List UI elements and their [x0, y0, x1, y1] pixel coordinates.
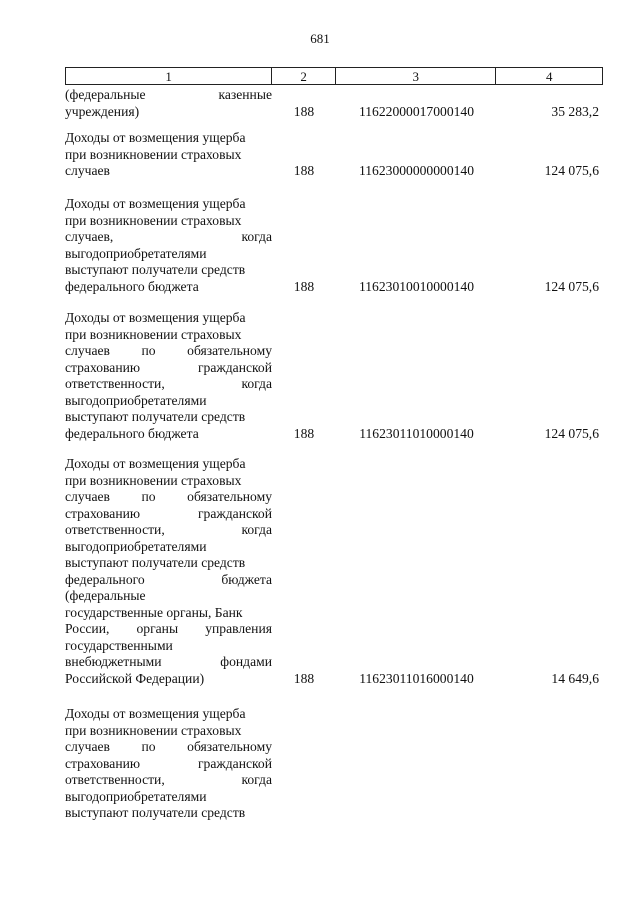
description-line — [65, 789, 272, 806]
description-word: учреждения) — [65, 103, 140, 119]
description-line — [65, 87, 272, 104]
description-line — [65, 310, 272, 327]
description-line — [65, 739, 272, 756]
description-word: выгодоприобретателями — [65, 788, 207, 804]
description-line — [65, 489, 272, 506]
row-description — [65, 130, 272, 180]
description-word: выгодоприобретателями — [65, 245, 207, 261]
description-word: при возникновении страховых — [65, 472, 242, 488]
description-line — [65, 196, 272, 213]
description-line — [65, 147, 272, 164]
column-header-2: 2 — [272, 68, 336, 84]
row-budget-code: 11623000000000140 — [358, 163, 475, 178]
description-word: выступают получатели средств — [65, 555, 246, 570]
description-word: управления — [205, 621, 272, 636]
description-word: выступают получатели средств — [65, 805, 246, 820]
description-word: при возникновении страховых — [65, 146, 242, 162]
description-line — [65, 706, 272, 723]
description-word: государственными — [65, 637, 173, 653]
description-word: бюджета — [221, 571, 272, 587]
description-line — [65, 638, 272, 655]
row-description — [65, 87, 272, 120]
table-row — [65, 87, 603, 120]
description-line — [65, 213, 272, 230]
description-word: страхованию — [65, 359, 141, 375]
description-line — [65, 426, 272, 443]
table-row — [65, 310, 603, 442]
description-word: обязательному — [187, 739, 272, 754]
description-word: внебюджетными — [65, 654, 162, 669]
description-word: когда — [241, 522, 272, 537]
description-word: по — [141, 739, 156, 754]
description-line — [65, 279, 272, 296]
row-admin-code: 188 — [293, 670, 315, 686]
table-row — [65, 196, 603, 295]
description-line — [65, 588, 272, 605]
description-word: случаев — [65, 739, 110, 754]
description-line — [65, 654, 272, 671]
description-word: Доходы от возмещения ущерба — [65, 456, 246, 471]
description-word: случаев — [65, 343, 110, 358]
table-row — [65, 130, 603, 180]
description-line — [65, 539, 272, 556]
description-word: по — [141, 489, 156, 504]
table-header-row — [65, 67, 603, 85]
description-word: страхованию — [65, 755, 141, 771]
column-header-3: 3 — [336, 68, 496, 84]
page-number: 681 — [310, 31, 330, 46]
row-amount: 124 075,6 — [544, 278, 599, 294]
description-word: гражданской — [197, 755, 272, 771]
description-word: выгодоприобретателями — [65, 538, 207, 554]
description-line — [65, 376, 272, 393]
row-amount: 14 649,6 — [551, 670, 599, 686]
description-word: гражданской — [197, 359, 272, 375]
row-description — [65, 706, 272, 822]
description-line — [65, 621, 272, 638]
description-line — [65, 555, 272, 572]
row-amount: 35 283,2 — [551, 103, 599, 119]
description-line — [65, 723, 272, 740]
description-line — [65, 130, 272, 147]
row-admin-code: 188 — [293, 425, 315, 441]
description-word: России, — [65, 621, 110, 636]
description-line — [65, 456, 272, 473]
description-word: государственные органы, Банк — [65, 604, 243, 620]
description-line — [65, 343, 272, 360]
description-word: органы — [136, 621, 179, 636]
column-header-4: 4 — [545, 69, 553, 84]
description-line — [65, 473, 272, 490]
description-word: Доходы от возмещения ущерба — [65, 130, 246, 145]
description-word: ответственности, — [65, 522, 165, 537]
description-line — [65, 605, 272, 622]
description-word: федерального бюджета — [65, 278, 199, 294]
description-word: по — [141, 343, 156, 358]
row-description — [65, 456, 272, 687]
description-line — [65, 393, 272, 410]
description-word: случаев — [65, 163, 110, 178]
description-word: случаев — [65, 489, 110, 504]
description-word: при возникновении страховых — [65, 326, 242, 342]
description-word: выгодоприобретателями — [65, 392, 207, 408]
row-admin-code: 188 — [293, 278, 315, 294]
description-word: федерального бюджета — [65, 425, 199, 441]
description-word: когда — [241, 376, 272, 391]
description-line — [65, 360, 272, 377]
description-word: ответственности, — [65, 772, 165, 787]
row-description — [65, 196, 272, 295]
description-line — [65, 805, 272, 822]
description-line — [65, 772, 272, 789]
column-header-1: 1 — [66, 68, 272, 84]
description-word: фондами — [220, 654, 272, 669]
description-line — [65, 246, 272, 263]
row-amount: 124 075,6 — [544, 163, 599, 178]
row-admin-code: 188 — [293, 163, 315, 178]
description-word: (федеральные — [65, 588, 146, 603]
description-word: гражданской — [197, 505, 272, 521]
description-word: казенные — [218, 87, 272, 102]
description-line — [65, 671, 272, 688]
description-word: (федеральные — [65, 87, 146, 102]
description-word: выступают получатели средств — [65, 409, 246, 424]
description-word: когда — [241, 229, 272, 244]
description-word: при возникновении страховых — [65, 722, 242, 738]
row-budget-code: 11623011016000140 — [359, 670, 474, 686]
row-description — [65, 310, 272, 442]
row-amount: 124 075,6 — [544, 425, 599, 441]
description-word: Доходы от возмещения ущерба — [65, 310, 246, 325]
description-line — [65, 104, 272, 121]
row-budget-code: 11623010010000140 — [358, 278, 475, 294]
description-word: обязательному — [187, 343, 272, 358]
description-word: случаев, — [65, 229, 114, 244]
description-word: федерального — [65, 571, 145, 587]
description-line — [65, 229, 272, 246]
row-admin-code: 188 — [293, 103, 315, 119]
description-word: страхованию — [65, 505, 141, 521]
description-line — [65, 756, 272, 773]
description-line — [65, 163, 272, 180]
description-word: при возникновении страховых — [65, 212, 242, 228]
table-row — [65, 706, 603, 822]
description-line — [65, 262, 272, 279]
description-line — [65, 327, 272, 344]
description-line — [65, 506, 272, 523]
table-row — [65, 456, 603, 687]
row-budget-code: 11623011010000140 — [359, 425, 474, 441]
description-word: обязательному — [187, 489, 272, 504]
description-word: когда — [241, 772, 272, 787]
description-word: Доходы от возмещения ущерба — [65, 196, 246, 211]
description-word: Российской Федерации) — [65, 670, 205, 686]
description-line — [65, 572, 272, 589]
description-line — [65, 409, 272, 426]
row-budget-code: 11622000017000140 — [358, 103, 475, 119]
description-word: ответственности, — [65, 376, 165, 391]
description-word: выступают получатели средств — [65, 262, 246, 277]
description-word: Доходы от возмещения ущерба — [65, 706, 246, 721]
description-line — [65, 522, 272, 539]
